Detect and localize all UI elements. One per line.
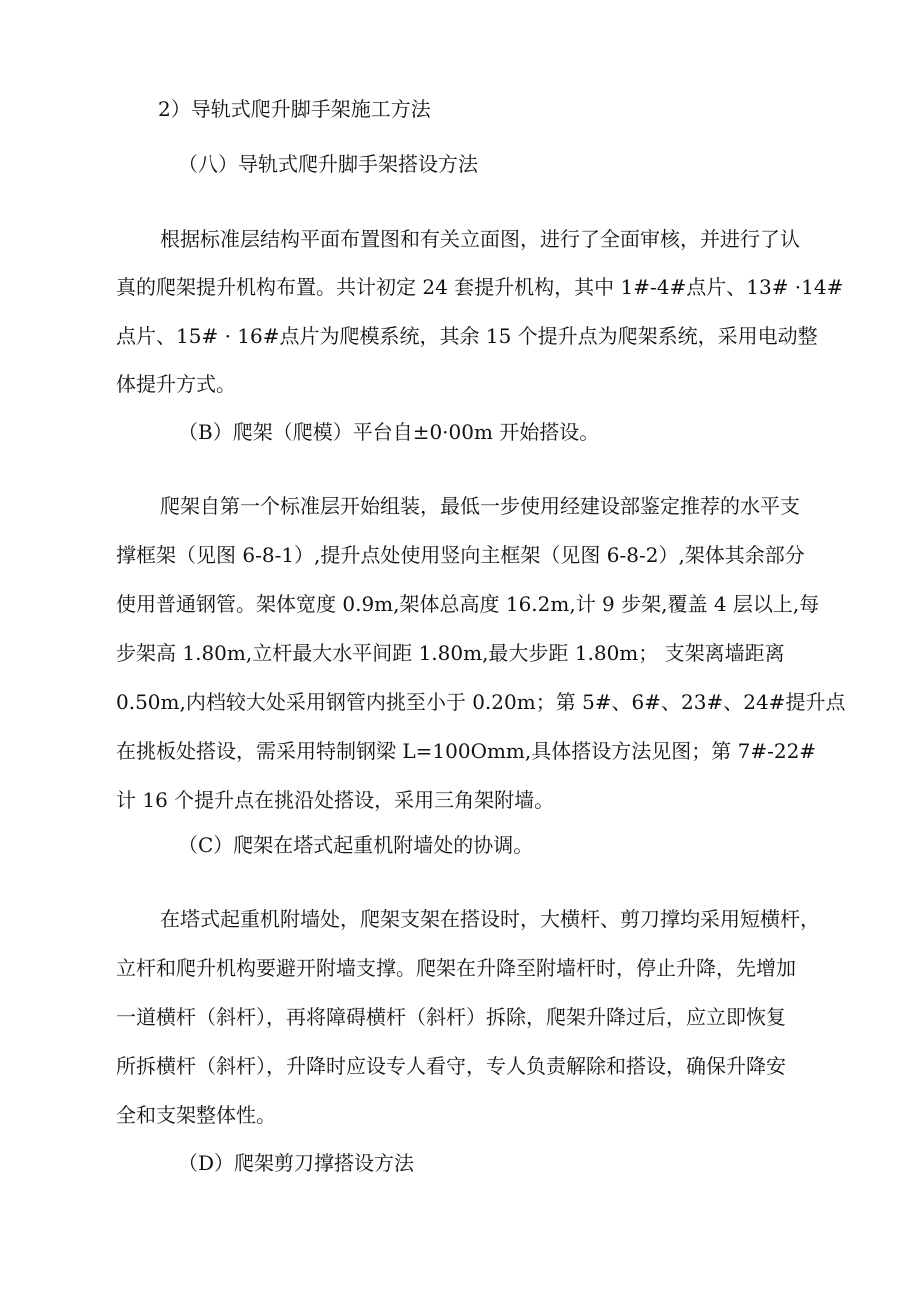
paragraph-line: 立杆和爬升机构要避开附墙支撑。爬架在升降至附墙杆时，停止升降，先增加 (116, 956, 796, 980)
paragraph-line: 根据标准层结构平面布置图和有关立面图，进行了全面审核，并进行了认 (160, 227, 800, 251)
paragraph-line: 撑框架（见图 6-8-1）,提升点处使用竖向主框架（见图 6-8-2）,架体其余部分 (116, 543, 805, 567)
subheading-b: （B）爬架（爬模）平台自±0·00m 开始搭设。 (178, 420, 600, 444)
paragraph-line: 步架高 1.80m,立杆最大水平间距 1.80m,最大步距 1.80m； 支架离墙距离 (116, 641, 785, 665)
paragraph-line: 使用普通钢管。架体宽度 0.9m,架体总高度 16.2m,计 9 步架,覆盖 4 层以上,每 (116, 592, 820, 616)
paragraph-line: 在塔式起重机附墙处，爬架支架在搭设时，大横杆、剪刀撑均采用短横杆， (160, 907, 820, 931)
paragraph-line: 全和支架整体性。 (116, 1103, 276, 1127)
paragraph-line: 一道横杆（斜杆），再将障碍横杆（斜杆）拆除，爬架升降过后，应立即恢复 (116, 1005, 786, 1029)
section-heading-erection: （八）导轨式爬升脚手架搭设方法 (178, 152, 478, 176)
paragraph-line: 计 16 个提升点在挑沿处搭设，采用三角架附墙。 (116, 788, 555, 812)
paragraph-line: 所拆横杆（斜杆），升降时应设专人看守，专人负责解除和搭设，确保升降安 (116, 1054, 786, 1078)
paragraph-line: 真的爬架提升机构布置。共计初定 24 套提升机构，其中 1#-4#点片、13# ·14# (116, 275, 844, 299)
paragraph-line: 0.50m,内档较大处采用钢管内挑至小于 0.20m；第 5#、6#、23#、24#提升点 (116, 690, 846, 714)
paragraph-line: 体提升方式。 (116, 372, 236, 396)
paragraph-line: 在挑板处搭设，需采用特制钢梁 L=100Omm,具体搭设方法见图；第 7#-22# (116, 739, 817, 763)
paragraph-line: 点片、15# · 16#点片为爬模系统，其余 15 个提升点为爬架系统，采用电动整 (116, 324, 818, 348)
subheading-d: （D）爬架剪刀撑搭设方法 (178, 1151, 415, 1175)
subheading-c: （C）爬架在塔式起重机附墙处的协调。 (178, 833, 534, 857)
section-heading-method: 2）导轨式爬升脚手架施工方法 (158, 97, 431, 121)
paragraph-line: 爬架自第一个标准层开始组装，最低一步使用经建设部鉴定推荐的水平支 (160, 494, 800, 518)
